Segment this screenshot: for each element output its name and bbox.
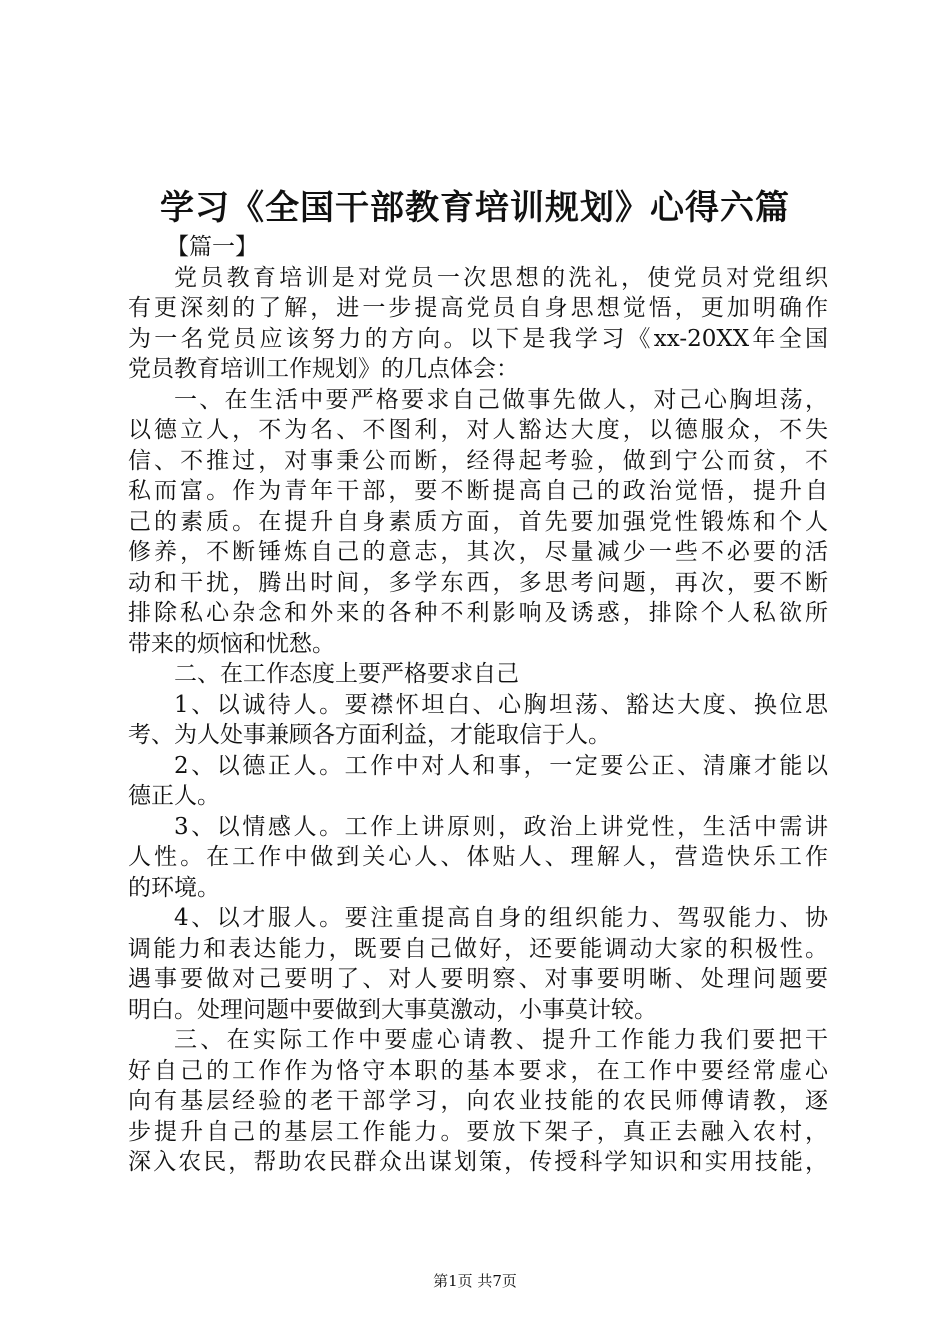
paragraph-line: 信、不推过，对事秉公而断，经得起考验，做到宁公而贫，不 (128, 447, 828, 474)
paragraph-line: 党员教育培训是对党员一次思想的洗礼，使党员对党组织 (174, 264, 828, 291)
document-title: 学习《全国干部教育培训规划》心得六篇 (160, 188, 790, 228)
paragraph-line: 好自己的工作作为恪守本职的基本要求，在工作中要经常虚心 (128, 1057, 828, 1084)
paragraph-line: 步提升自己的基层工作能力。要放下架子，真正去融入农村， (128, 1118, 828, 1145)
paragraph-line: 党员教育培训工作规划》的几点体会： (128, 356, 519, 382)
paragraph-line: 德正人。 (128, 783, 220, 809)
document-body (128, 232, 828, 1178)
paragraph-line: 排除私心杂念和外来的各种不利影响及诱惑，排除个人私欲所 (128, 600, 828, 626)
paragraph-line: 有更深刻的了解，进一步提高党员自身思想觉悟，更加明确作 (128, 295, 828, 321)
paragraph-line: 带来的烦恼和忧愁。 (128, 630, 335, 657)
page-footer: 第1页 共7页 (433, 1272, 517, 1290)
paragraph-line: 人性。在工作中做到关心人、体贴人、理解人，营造快乐工作 (128, 844, 828, 870)
paragraph-line: 的环境。 (128, 874, 220, 901)
paragraph-line: 调能力和表达能力，既要自己做好，还要能调动大家的积极性。 (128, 935, 828, 962)
paragraph-line: 三、在实际工作中要虚心请教、提升工作能力我们要把干 (174, 1027, 828, 1053)
paragraph-line: 4、以才服人。要注重提高自身的组织能力、驾驭能力、协 (174, 905, 828, 931)
paragraph-line: 己的素质。在提升自身素质方面，首先要加强党性锻炼和个人 (128, 508, 828, 535)
paragraph-line: 2、以德正人。工作中对人和事，一定要公正、清廉才能以 (174, 752, 828, 779)
paragraph-line: 3、以情感人。工作上讲原则，政治上讲党性，生活中需讲 (174, 813, 828, 840)
paragraph-line: 私而富。作为青年干部，要不断提高自己的政治觉悟，提升自 (128, 478, 828, 504)
section-heading: 二、在工作态度上要严格要求自己 (174, 661, 519, 687)
paragraph-line: 遇事要做对己要明了、对人要明察、对事要明晰、处理问题要 (128, 966, 828, 992)
paragraph-line: 深入农民，帮助农民群众出谋划策，传授科学知识和实用技能， (128, 1149, 828, 1175)
paragraph-line: 一、在生活中要严格要求自己做事先做人，对己心胸坦荡， (174, 386, 828, 413)
paragraph-line: 1、以诚待人。要襟怀坦白、心胸坦荡、豁达大度、换位思 (174, 691, 828, 718)
paragraph-line: 明白。处理问题中要做到大事莫激动，小事莫计较。 (128, 996, 657, 1023)
paragraph-line: 为一名党员应该努力的方向。以下是我学习《xx-20XX年全国 (128, 325, 828, 352)
paragraph-line: 以德立人，不为名、不图利，对人豁达大度，以德服众，不失 (128, 417, 828, 443)
paragraph-line: 动和干扰，腾出时间，多学东西，多思考问题，再次，要不断 (128, 569, 828, 596)
paragraph-line: 考、为人处事兼顾各方面利益，才能取信于人。 (128, 722, 611, 748)
paragraph-line: 修养，不断锤炼自己的意志，其次，尽量减少一些不必要的活 (128, 539, 828, 565)
paragraph-line: 向有基层经验的老干部学习，向农业技能的农民师傅请教，逐 (128, 1088, 828, 1114)
section-label: 【篇一】 (166, 234, 258, 260)
